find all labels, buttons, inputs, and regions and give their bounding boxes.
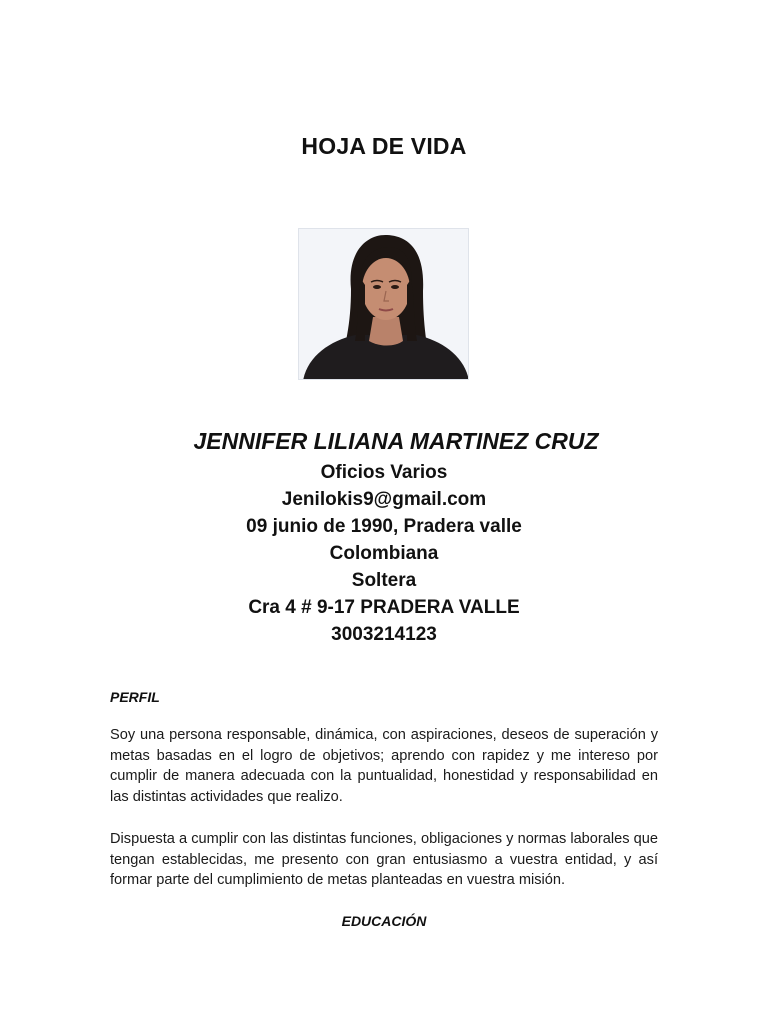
birth-date-place: 09 junio de 1990, Pradera valle <box>246 516 522 537</box>
education-heading: EDUCACIÓN <box>341 913 427 929</box>
profile-heading: PERFIL <box>110 689 160 705</box>
profile-paragraph: Dispuesta a cumplir con las distintas funciones, obligaciones y normas laborales que tengan establecidas, me presento con gran entusiasmo a vuestra entidad, y así formar parte del cumplimiento de metas planteadas en vuestra misión. <box>110 831 658 888</box>
nationality: Colombiana <box>329 543 439 564</box>
occupation: Oficios Varios <box>320 462 448 483</box>
full-name: JENNIFER LILIANA MARTINEZ CRUZ <box>193 428 599 454</box>
profile-paragraph: Soy una persona responsable, dinámica, con aspiraciones, deseos de superación y metas basadas en el logro de objetivos; aprendo con rapidez y me intereso por cumplir de manera adecuada con la puntualidad, honestidad y responsabilidad en las distintas actividades que realizo. <box>110 727 658 805</box>
home-address: Cra 4 # 9-17 PRADERA VALLE <box>248 597 520 618</box>
profile-photo <box>298 228 469 380</box>
document-title: HOJA DE VIDA <box>301 133 467 159</box>
phone-number: 3003214123 <box>331 624 437 645</box>
marital-status: Soltera <box>351 570 417 591</box>
email-address: Jenilokis9@gmail.com <box>281 489 487 510</box>
